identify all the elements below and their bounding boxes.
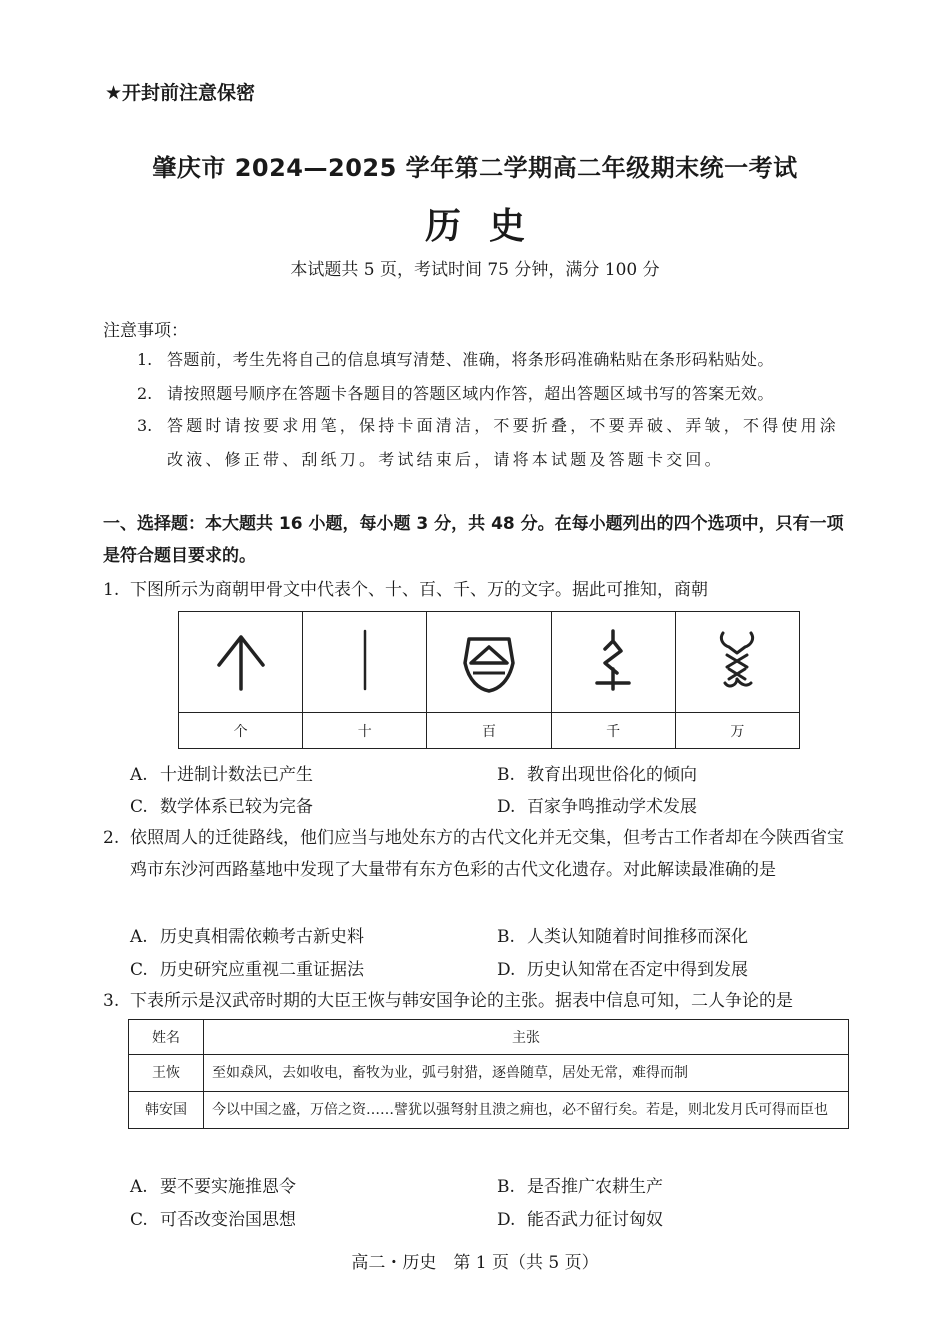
q3-option-b: B. 是否推广农耕生产 [497, 1177, 663, 1197]
notice-item-3-number: 3. [137, 416, 153, 435]
oracle-glyph-qian [551, 612, 675, 713]
table-cell-claim: 今以中国之盛，万倍之资……譬犹以强弩射且溃之痈也，必不留行矣。若是，则北发月氏可得而臣也 [204, 1092, 849, 1129]
page-footer: 高二・历史 第 1 页（共 5 页） [351, 1253, 599, 1273]
q1-option-a: A. 十进制计数法已产生 [130, 765, 313, 785]
q2-option-c: C. 历史研究应重视二重证据法 [130, 960, 364, 980]
notice-item-3: 答题时请按要求用笔，保持卡面清洁，不要折叠，不要弄破、弄皱，不得使用涂改液、修正带、刮纸刀。考试结束后，请将本试题及答题卡交回。 [167, 416, 840, 469]
q3-option-a: A. 要不要实施推恩令 [130, 1177, 296, 1197]
table-cell-name: 韩安国 [129, 1092, 204, 1129]
table-cell-claim: 至如猋风，去如收电，畜牧为业，弧弓射猎，逐兽随草，居处无常，难得而制 [204, 1055, 849, 1092]
question-3-stem: 下表所示是汉武帝时期的大臣王恢与韩安国争论的主张。据表中信息可知，二人争论的是 [130, 991, 793, 1011]
q2-option-a: A. 历史真相需依赖考古新史料 [130, 927, 364, 947]
question-1-number: 1. [103, 580, 120, 600]
oracle-label-wan: 万 [675, 713, 799, 749]
oracle-ge-icon [211, 625, 271, 695]
notice-item-1: 答题前，考生先将自己的信息填写清楚、准确，将条形码准确粘贴在条形码粘贴处。 [167, 350, 774, 369]
oracle-bai-icon [459, 625, 519, 695]
exam-info: 本试题共 5 页，考试时间 75 分钟，满分 100 分 [290, 260, 660, 280]
question-1-stem: 下图所示为商朝甲骨文中代表个、十、百、千、万的文字。据此可推知，商朝 [130, 580, 708, 600]
section-heading: 一、选择题：本大题共 16 小题，每小题 3 分，共 48 分。在每小题列出的四个选项中，只有一项是符合题目要求的。 [103, 514, 844, 566]
q1-option-c: C. 数学体系已较为完备 [130, 797, 313, 817]
table-header-claim: 主张 [204, 1020, 849, 1055]
oracle-glyph-ge [179, 612, 303, 713]
notice-item-2: 请按照题号顺序在答题卡各题目的答题区域内作答，超出答题区域书写的答案无效。 [167, 384, 774, 403]
confidential-note: ★开封前注意保密 [105, 82, 256, 104]
q1-option-b: B. 教育出现世俗化的倾向 [497, 765, 697, 785]
table-cell-name: 王恢 [129, 1055, 204, 1092]
oracle-glyph-wan [675, 612, 799, 713]
notice-heading: 注意事项： [103, 321, 188, 341]
q3-option-d: D. 能否武力征讨匈奴 [497, 1210, 663, 1230]
oracle-wan-icon [707, 625, 767, 695]
oracle-shi-icon [335, 625, 395, 695]
oracle-glyph-shi [303, 612, 427, 713]
oracle-label-bai: 百 [427, 713, 551, 749]
table-row [129, 1055, 849, 1092]
oracle-qian-icon [583, 625, 643, 695]
question-2-number: 2. [103, 828, 120, 848]
q1-option-d: D. 百家争鸣推动学术发展 [497, 797, 697, 817]
question-2-stem: 依照周人的迁徙路线，他们应当与地处东方的古代文化并无交集，但考古工作者却在今陕西省宝鸡市东沙河西路墓地中发现了大量带有东方色彩的古代文化遗存。对此解读最准确的是 [130, 828, 844, 880]
oracle-label-qian: 千 [551, 713, 675, 749]
oracle-label-ge: 个 [179, 713, 303, 749]
notice-item-2-number: 2. [137, 384, 153, 403]
question-3-number: 3. [103, 991, 120, 1011]
table-header-name: 姓名 [129, 1020, 204, 1055]
table-row [129, 1092, 849, 1129]
debate-table [128, 1019, 849, 1129]
subject-title: 历史 [424, 205, 553, 247]
oracle-bone-table [178, 611, 800, 749]
oracle-label-shi: 十 [303, 713, 427, 749]
oracle-glyph-bai [427, 612, 551, 713]
q2-option-b: B. 人类认知随着时间推移而深化 [497, 927, 748, 947]
exam-title: 肇庆市 2024—2025 学年第二学期高二年级期末统一考试 [152, 154, 798, 182]
q3-option-c: C. 可否改变治国思想 [130, 1210, 296, 1230]
q2-option-d: D. 历史认知常在否定中得到发展 [497, 960, 748, 980]
notice-item-1-number: 1. [137, 350, 153, 369]
